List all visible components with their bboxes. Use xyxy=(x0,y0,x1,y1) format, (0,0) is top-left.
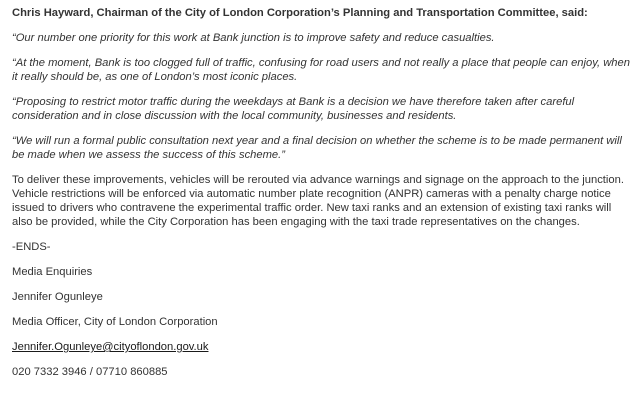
media-enquiries-label: Media Enquiries xyxy=(12,266,93,278)
quote-paragraph: “At the moment, Bank is too clogged full of traffic, confusing for road users and not really a place that people can enjoy, when it really should be, as one of London’s most iconic places. xyxy=(12,57,630,83)
quote-paragraph: “We will run a formal public consultation next year and a final decision on whether the scheme is to be made permanent will be made when we assess the success of this scheme.” xyxy=(12,135,622,161)
contact-phone: 020 7332 3946 / 07710 860885 xyxy=(12,366,168,378)
contact-name: Jennifer Ogunleye xyxy=(12,291,103,303)
quote-paragraph: “Our number one priority for this work at Bank junction is to improve safety and reduce casualties. xyxy=(12,32,495,44)
contact-email-line xyxy=(12,340,632,354)
press-release-document xyxy=(12,6,632,390)
body-paragraph: To deliver these improvements, vehicles will be rerouted via advance warnings and signage on the approach to the junction. Vehicle restrictions will be enforced via automatic number plate recognition (ANPR) cameras with a penalty charge notice issued to drivers who contravene the experimental traffic order. New taxi ranks and an extension of existing taxi ranks will also be provided, while the City Corporation has been engaging with the taxi trade representatives on the changes. xyxy=(12,174,624,228)
ends-marker: -ENDS- xyxy=(12,241,51,253)
quote-paragraph: “Proposing to restrict motor traffic during the weekdays at Bank is a decision we have therefore taken after careful consideration and in close discussion with the local community, businesses and residents. xyxy=(12,96,575,122)
contact-role: Media Officer, City of London Corporation xyxy=(12,316,218,328)
statement-heading: Chris Hayward, Chairman of the City of London Corporation’s Planning and Transportation Committee, said: xyxy=(12,7,588,19)
contact-email-link[interactable]: Jennifer.Ogunleye@cityoflondon.gov.uk xyxy=(12,341,209,353)
